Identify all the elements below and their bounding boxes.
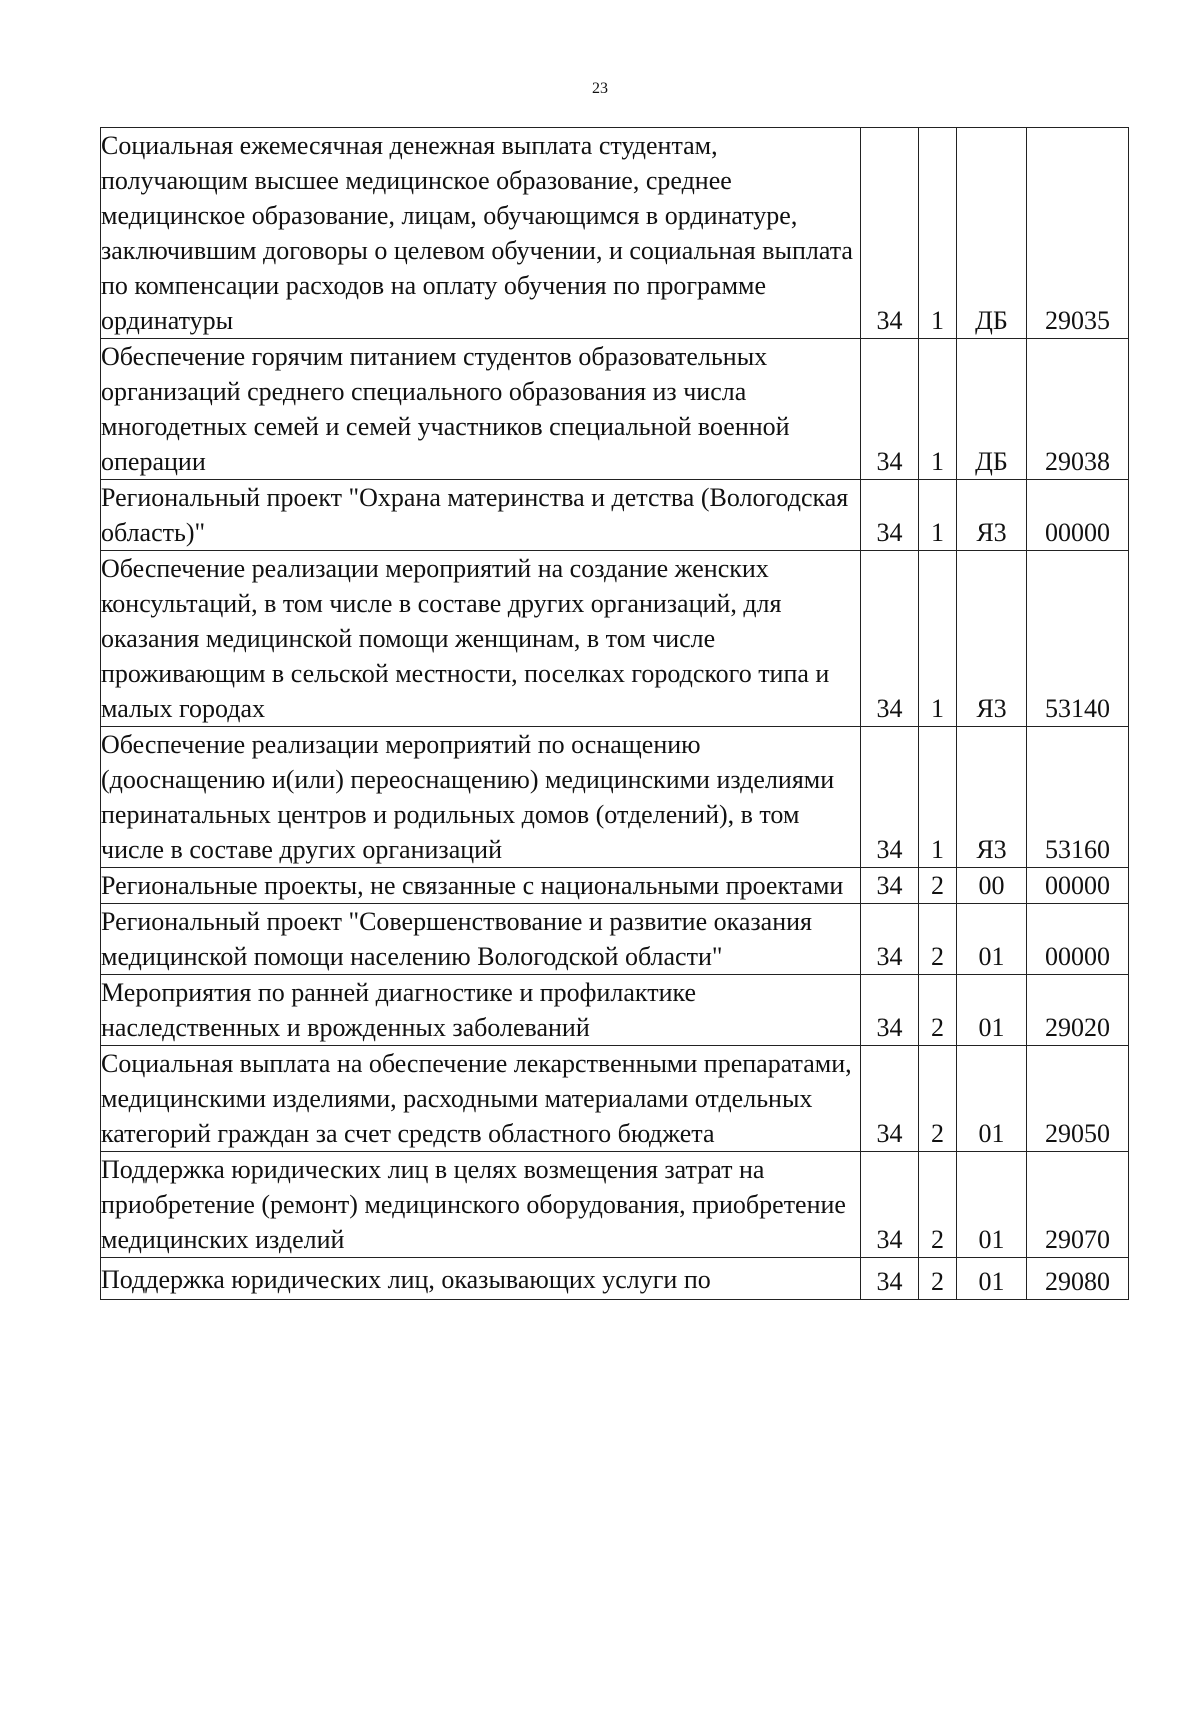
table-row bbox=[101, 128, 1129, 339]
subprogram-code: 1 bbox=[919, 480, 957, 551]
row-name: Обеспечение реализации мероприятий на создание женских консультаций, в том числе в составе других организаций, для оказания медицинской помощи женщинам, в том числе проживающим в сельской местности, поселках городского типа и малых городах bbox=[101, 551, 861, 727]
subprogram-code: 2 bbox=[919, 1258, 957, 1300]
direction-code: 29038 bbox=[1027, 339, 1129, 480]
program-code: 34 bbox=[861, 551, 919, 727]
subprogram-code: 2 bbox=[919, 904, 957, 975]
program-code: 34 bbox=[861, 480, 919, 551]
program-code: 34 bbox=[861, 975, 919, 1046]
table-row bbox=[101, 339, 1129, 480]
subprogram-code: 2 bbox=[919, 975, 957, 1046]
row-name: Региональный проект "Охрана материнства и детства (Вологодская область)" bbox=[101, 480, 861, 551]
subprogram-code: 1 bbox=[919, 339, 957, 480]
subprogram-code: 2 bbox=[919, 1046, 957, 1152]
project-code: Я3 bbox=[957, 551, 1027, 727]
subprogram-code: 2 bbox=[919, 868, 957, 904]
table-row bbox=[101, 868, 1129, 904]
program-code: 34 bbox=[861, 904, 919, 975]
direction-code: 53140 bbox=[1027, 551, 1129, 727]
project-code: 01 bbox=[957, 904, 1027, 975]
project-code: 00 bbox=[957, 868, 1027, 904]
table-row bbox=[101, 727, 1129, 868]
direction-code: 00000 bbox=[1027, 904, 1129, 975]
row-name: Обеспечение горячим питанием студентов образовательных организаций среднего специального образования из числа многодетных семей и семей участников специальной военной операции bbox=[101, 339, 861, 480]
direction-code: 29020 bbox=[1027, 975, 1129, 1046]
program-code: 34 bbox=[861, 1258, 919, 1300]
project-code: Я3 bbox=[957, 727, 1027, 868]
direction-code: 29050 bbox=[1027, 1046, 1129, 1152]
direction-code: 29070 bbox=[1027, 1152, 1129, 1258]
subprogram-code: 1 bbox=[919, 551, 957, 727]
project-code: 01 bbox=[957, 1258, 1027, 1300]
project-code: Я3 bbox=[957, 480, 1027, 551]
table-row bbox=[101, 1152, 1129, 1258]
direction-code: 29080 bbox=[1027, 1258, 1129, 1300]
row-name: Мероприятия по ранней диагностике и профилактике наследственных и врожденных заболеваний bbox=[101, 975, 861, 1046]
subprogram-code: 2 bbox=[919, 1152, 957, 1258]
direction-code: 29035 bbox=[1027, 128, 1129, 339]
project-code: ДБ bbox=[957, 339, 1027, 480]
table-row bbox=[101, 1046, 1129, 1152]
program-code: 34 bbox=[861, 868, 919, 904]
row-name: Региональные проекты, не связанные с национальными проектами bbox=[101, 868, 861, 904]
direction-code: 00000 bbox=[1027, 868, 1129, 904]
table-row bbox=[101, 1258, 1129, 1300]
direction-code: 00000 bbox=[1027, 480, 1129, 551]
subprogram-code: 1 bbox=[919, 727, 957, 868]
table-row bbox=[101, 480, 1129, 551]
page-number: 23 bbox=[592, 80, 608, 97]
budget-classification-table bbox=[100, 127, 1129, 1300]
project-code: ДБ bbox=[957, 128, 1027, 339]
row-name: Поддержка юридических лиц в целях возмещения затрат на приобретение (ремонт) медицинского оборудования, приобретение медицинских изделий bbox=[101, 1152, 861, 1258]
subprogram-code: 1 bbox=[919, 128, 957, 339]
project-code: 01 bbox=[957, 1046, 1027, 1152]
direction-code: 53160 bbox=[1027, 727, 1129, 868]
project-code: 01 bbox=[957, 975, 1027, 1046]
program-code: 34 bbox=[861, 727, 919, 868]
row-name: Социальная выплата на обеспечение лекарственными препаратами, медицинскими изделиями, расходными материалами отдельных категорий граждан за счет средств областного бюджета bbox=[101, 1046, 861, 1152]
table-row bbox=[101, 975, 1129, 1046]
table-row bbox=[101, 904, 1129, 975]
row-name: Региональный проект "Совершенствование и развитие оказания медицинской помощи населению Вологодской области" bbox=[101, 904, 861, 975]
program-code: 34 bbox=[861, 128, 919, 339]
program-code: 34 bbox=[861, 1046, 919, 1152]
row-name: Поддержка юридических лиц, оказывающих услуги по bbox=[101, 1258, 861, 1300]
program-code: 34 bbox=[861, 339, 919, 480]
table-row bbox=[101, 551, 1129, 727]
project-code: 01 bbox=[957, 1152, 1027, 1258]
row-name: Обеспечение реализации мероприятий по оснащению (дооснащению и(или) переоснащению) медицинскими изделиями перинатальных центров и родильных домов (отделений), в том числе в составе других организаций bbox=[101, 727, 861, 868]
program-code: 34 bbox=[861, 1152, 919, 1258]
row-name: Социальная ежемесячная денежная выплата студентам, получающим высшее медицинское образование, среднее медицинское образование, лицам, обучающимся в ординатуре, заключившим договоры о целевом обучении, и социальная выплата по компенсации расходов на оплату обучения по программе ординатуры bbox=[101, 128, 861, 339]
